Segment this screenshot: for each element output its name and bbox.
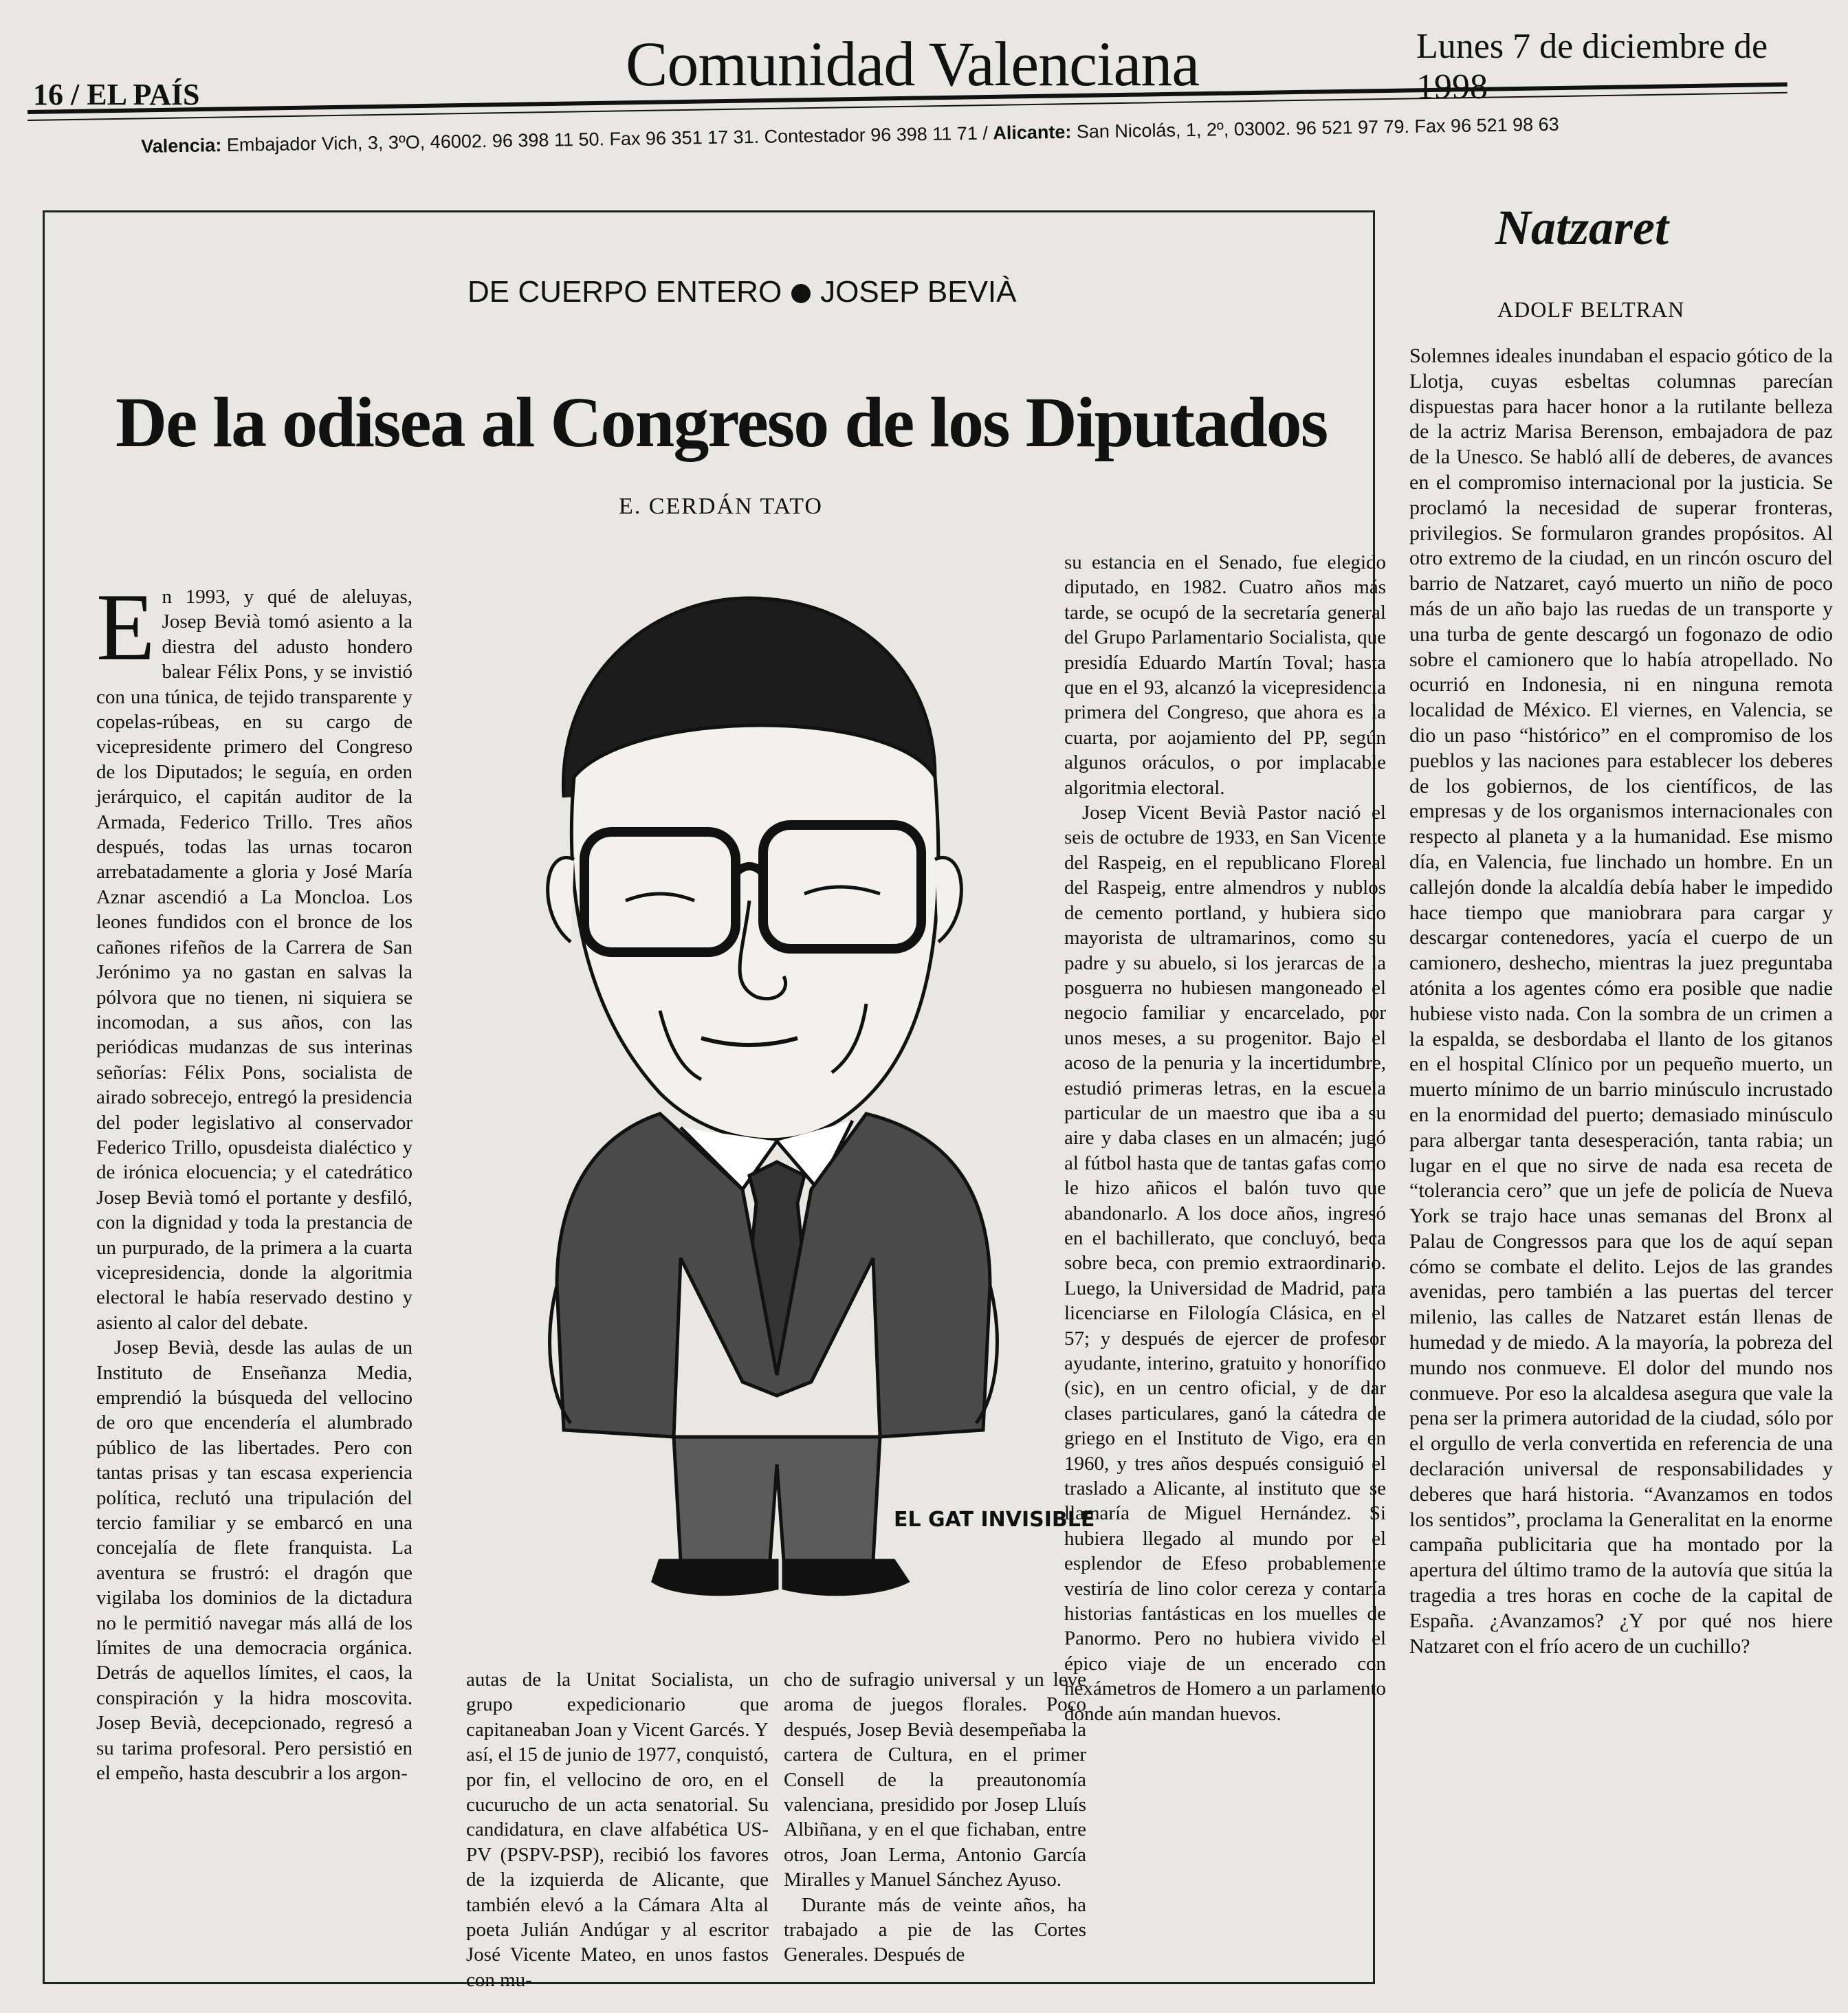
bullet-icon [791,284,811,303]
article-paragraph-3: autas de la Unitat Socialista, un grupo expedicionario que capitaneaban Joan y Vicent Garcés. Y así, el 15 de junio de 1977, conquistó, por fin, el vellocino de oro, en el cucurucho de un acta senatorial. Su candidatura, en clave alfabética US-PV (PSPV-PSP), recibió los favores de la izquierda de Alicante, que también elevó a la Cámara Alta al poeta Julián Andúgar y al escritor José Vicente Mateo, en unos fastos con mu- [466,1669,769,1991]
article-paragraph-5: Durante más de veinte años, ha trabajado a pie de las Cortes Generales. Después de [784,1893,1086,1966]
drop-cap: E [96,574,155,681]
issue-date: Lunes 7 de diciembre de 1998 [1416,27,1768,107]
column-author: ADOLF BELTRAN [1497,297,1685,322]
article-paragraph-6: su estancia en el Senado, fue elegido diputado, en 1982. Cuatro años más tarde, se ocupó de la secretaría general del Grupo Parlamentario Socialista, que presidía Eduardo Martín Toval; hasta que en el 93, alcanzó la vicepresidencia primera del Congreso, que ahora es la cuarta, por aojamiento del PP, según algunos oráculos, o por implacable algoritmia electoral. [1064,551,1386,799]
paragraph-text: n 1993, y qué de aleluyas, Josep Bevià tomó asiento a la diestra del adusto hondero balear Félix Pons, y se invistió con una túnica, de tejido transparente y copelas-rúbeas, en su cargo de vicepresidente primero del Congreso de los Diputados; le seguía, en orden jerárquico, el capitán auditor de la Armada, Federico Trillo. Tres años después, todas las urnas tocaron arrebatadamente a gloria y José María Aznar ascendió a La Moncloa. Los leones fundidos con el bronce de los cañones rifeños de la Carrera de San Jerónimo ya no gastan en salvas la pólvora que no tienen, ni siquiera se incomodan, a sus años, con las periódicas mudanzas de sus interinas señorías: Félix Pons, socialista de airado sobrecejo, entregó la presidencia del poder legislativo al conservador Federico Trillo, opusdeista dialéctico y de irónica elocuencia; y el catedrático Josep Bevià tomó el portante y desfiló, con la dignidad y toda la prestancia de un purpurado, de la primera a la cuarta vicepresidencia, donde la algoritmia electoral le había reservado destino y asiento al calor del debate. [96,586,412,1334]
contact-line [141,114,1559,157]
article-column-2 [466,1667,769,1992]
alicante-label: Alicante: [993,121,1072,144]
article-paragraph-7: Josep Vicent Bevià Pastor nació el seis de octubre de 1933, en San Vicente del Raspeig, en el republicano Floreal del Raspeig, entre almendros y nublos de cemento portland, y hubiera sido mayorista de ultramarinos, como su padre y su abuelo, si los jerarcas de la posguerra no hubiesen mangoneado el negocio familiar y encarcelado, por unos meses, a su progenitor. Bajo el acoso de la penuria y la incertidumbre, estudió primeras letras, en la escuela particular de un maestro que iba a su aire y daba clases en un almacén; jugó al fútbol hasta que de tantas gafas como le hizo añicos el balón tuvo que abandonarlo. A los doce años, ingresó en el bachillerato, que concluyó, beca sobre beca, con premio extraordinario. Luego, la Universidad de Madrid, para licenciarse en Filología Clásica, en el 57; y después de ejercer de profesor ayudante, interino, gratuito y honorífico (sic), en un centro oficial, y de dar clases particulares, ganó la cátedra de griego en el Instituto de Vigo, era en 1960, y tres años después consiguió el traslado a Alicante, al instituto que se llamaría de Miguel Hernández. Si hubiera llegado al mundo por el esplendor de Efeso probablemente vestiría de lino color cereza y contaría historias fantásticas en los muelles de Panormo. Pero no hubiera vivido el épico viaje de un encerado con hexámetros de Homero a un parlamento donde aún mandan huevos. [1064,802,1386,1725]
article-column-3 [784,1667,1086,1968]
valencia-contact: Embajador Vich, 3, 3ºO, 46002. 96 398 11 50. Fax 96 351 17 31. Contestador 96 398 11 71 / [226,122,989,156]
caricature-illustration [454,571,1095,1616]
kicker-series: DE CUERPO ENTERO [468,275,782,309]
article-column-1 [96,574,412,1786]
article-paragraph-4: cho de sufragio universal y un leve aroma de juegos florales. Poco después, Josep Bevià desempeñaba la cartera de Cultura, en el primer Consell de la preautonomía valenciana, presidido por Josep Lluís Albiñana, y en el que fichaban, entre otros, Joan Lerma, Antonio García Miralles y Manuel Sánchez Ayuso. [784,1669,1086,1891]
article-kicker [468,275,1016,309]
article-paragraph-1 [96,574,412,1335]
headline: De la odisea al Congreso de los Diputados [116,383,1328,462]
opinion-paragraph: Solemnes ideales inundaban el espacio gótico de la Llotja, cuyas esbeltas columnas parecían dispuestas para hacer honor a la rutilante belleza de la actriz Marisa Berenson, embajadora de paz de la Unesco. Se habló allí de deberes, de avances en el compromiso internacional por la justicia. Se proclamó la necesidad de superar fronteras, privilegios. Se formularon grandes propósitos. Al otro extremo de la ciudad, en un rincón oscuro del barrio de Natzaret, cayó muerto un niño de poco más de un año bajo las ruedas de un transporte y una turba de gente descargó un fogonazo de odio sobre el camionero que lo había atropellado. No ocurrió en Indonesia, ni en ninguna remota localidad de México. El viernes, en Valencia, se dio un paso “histórico” en el compromiso de los pueblos y las naciones para establecer los deberes de los gobiernos, de los científicos, de las empresas y de los organismos internacionales con respecto al planeta y a la humanidad. Ese mismo día, en Valencia, fue linchado un hombre. En un callejón donde la alcaldía debía haber le impedido hace tiempo que maniobrara para cargar y descargar contenedores, yacía el cuerpo de un camionero, deshecho, mientras la juez preguntaba atónita a los agentes cómo era posible que nadie hubiese visto nada. Con la sombra de un crimen a la espalda, se desbordaba el llanto de los gitanos en el hospital Clínico por un pequeño muerto, un muerto mínimo de un barrio minúsculo incrustado en la enormidad del puerto; demasiado minúsculo para albergar tanta desesperación, tanta rabia; un lugar en el que no sirve de nada esa receta de “tolerancia cero” que un jefe de policía de Nueva York se trajo hace unas semanas del Bronx al Palau de Congressos para que los de aquí sepan cómo se combate el delito. Lejos de las grandes avenidas, pero también a las puertas del tercer milenio, las calles de Natzaret están llenas de humedad y de miedo. A la mayoría, la pobreza del mundo nos conmueve. El dolor del mundo nos conmueve. Por eso la alcaldesa asegura que vale la pena ser la primera autoridad de la ciudad, sólo por el orgullo de verla convertida en referencia de una declaración universal de responsabilidades y deberes que hará historia. “Avanzamos en todos los sentidos”, proclama la Generalitat en la enorme campaña publicitaria que ha montado por la apertura del último tramo de la autovía que sitúa la tragedia a tres horas en coche de la capital de España. ¿Avanzamos? ¿Y por qué nos hiere Natzaret con el frío acero de un cuchillo? [1409,344,1833,1658]
valencia-label: Valencia: [141,135,222,157]
column-title: Natzaret [1495,200,1669,255]
opinion-column [1409,344,1833,1659]
article-column-4 [1064,550,1386,1726]
alicante-contact: San Nicolás, 1, 2º, 03002. 96 521 97 79. Fax 96 521 98 63 [1076,113,1559,142]
page-number: 16 / EL PAÍS [33,78,200,111]
cartoon-signature: EL GAT INVISIBLE [894,1508,1095,1532]
section-title: Comunidad Valenciana [626,29,1200,99]
kicker-subject: JOSEP BEVIÀ [820,275,1017,309]
article-paragraph-2: Josep Bevià, desde las aulas de un Instituto de Enseñanza Media, emprendió la búsqueda del vellocino de oro que encendería el alumbrado público de las libertades. Pero con tantas prisas y tan escasa experiencia política, reclutó una tripulación del tercio familiar y se embarcó en una concejalía de flete franquista. La aventura se frustró: el dragón que vigilaba los dominios de la dictadura no le permitió navegar más allá de los límites de una democracia orgánica. Detrás de aquellos límites, el caos, la conspiración y la hidra moscovita. Josep Bevià, decepcionado, regresó a su tarima profesoral. Pero persistió en el empeño, hasta descubrir a los argon- [96,1336,412,1785]
byline: E. CERDÁN TATO [619,494,823,519]
